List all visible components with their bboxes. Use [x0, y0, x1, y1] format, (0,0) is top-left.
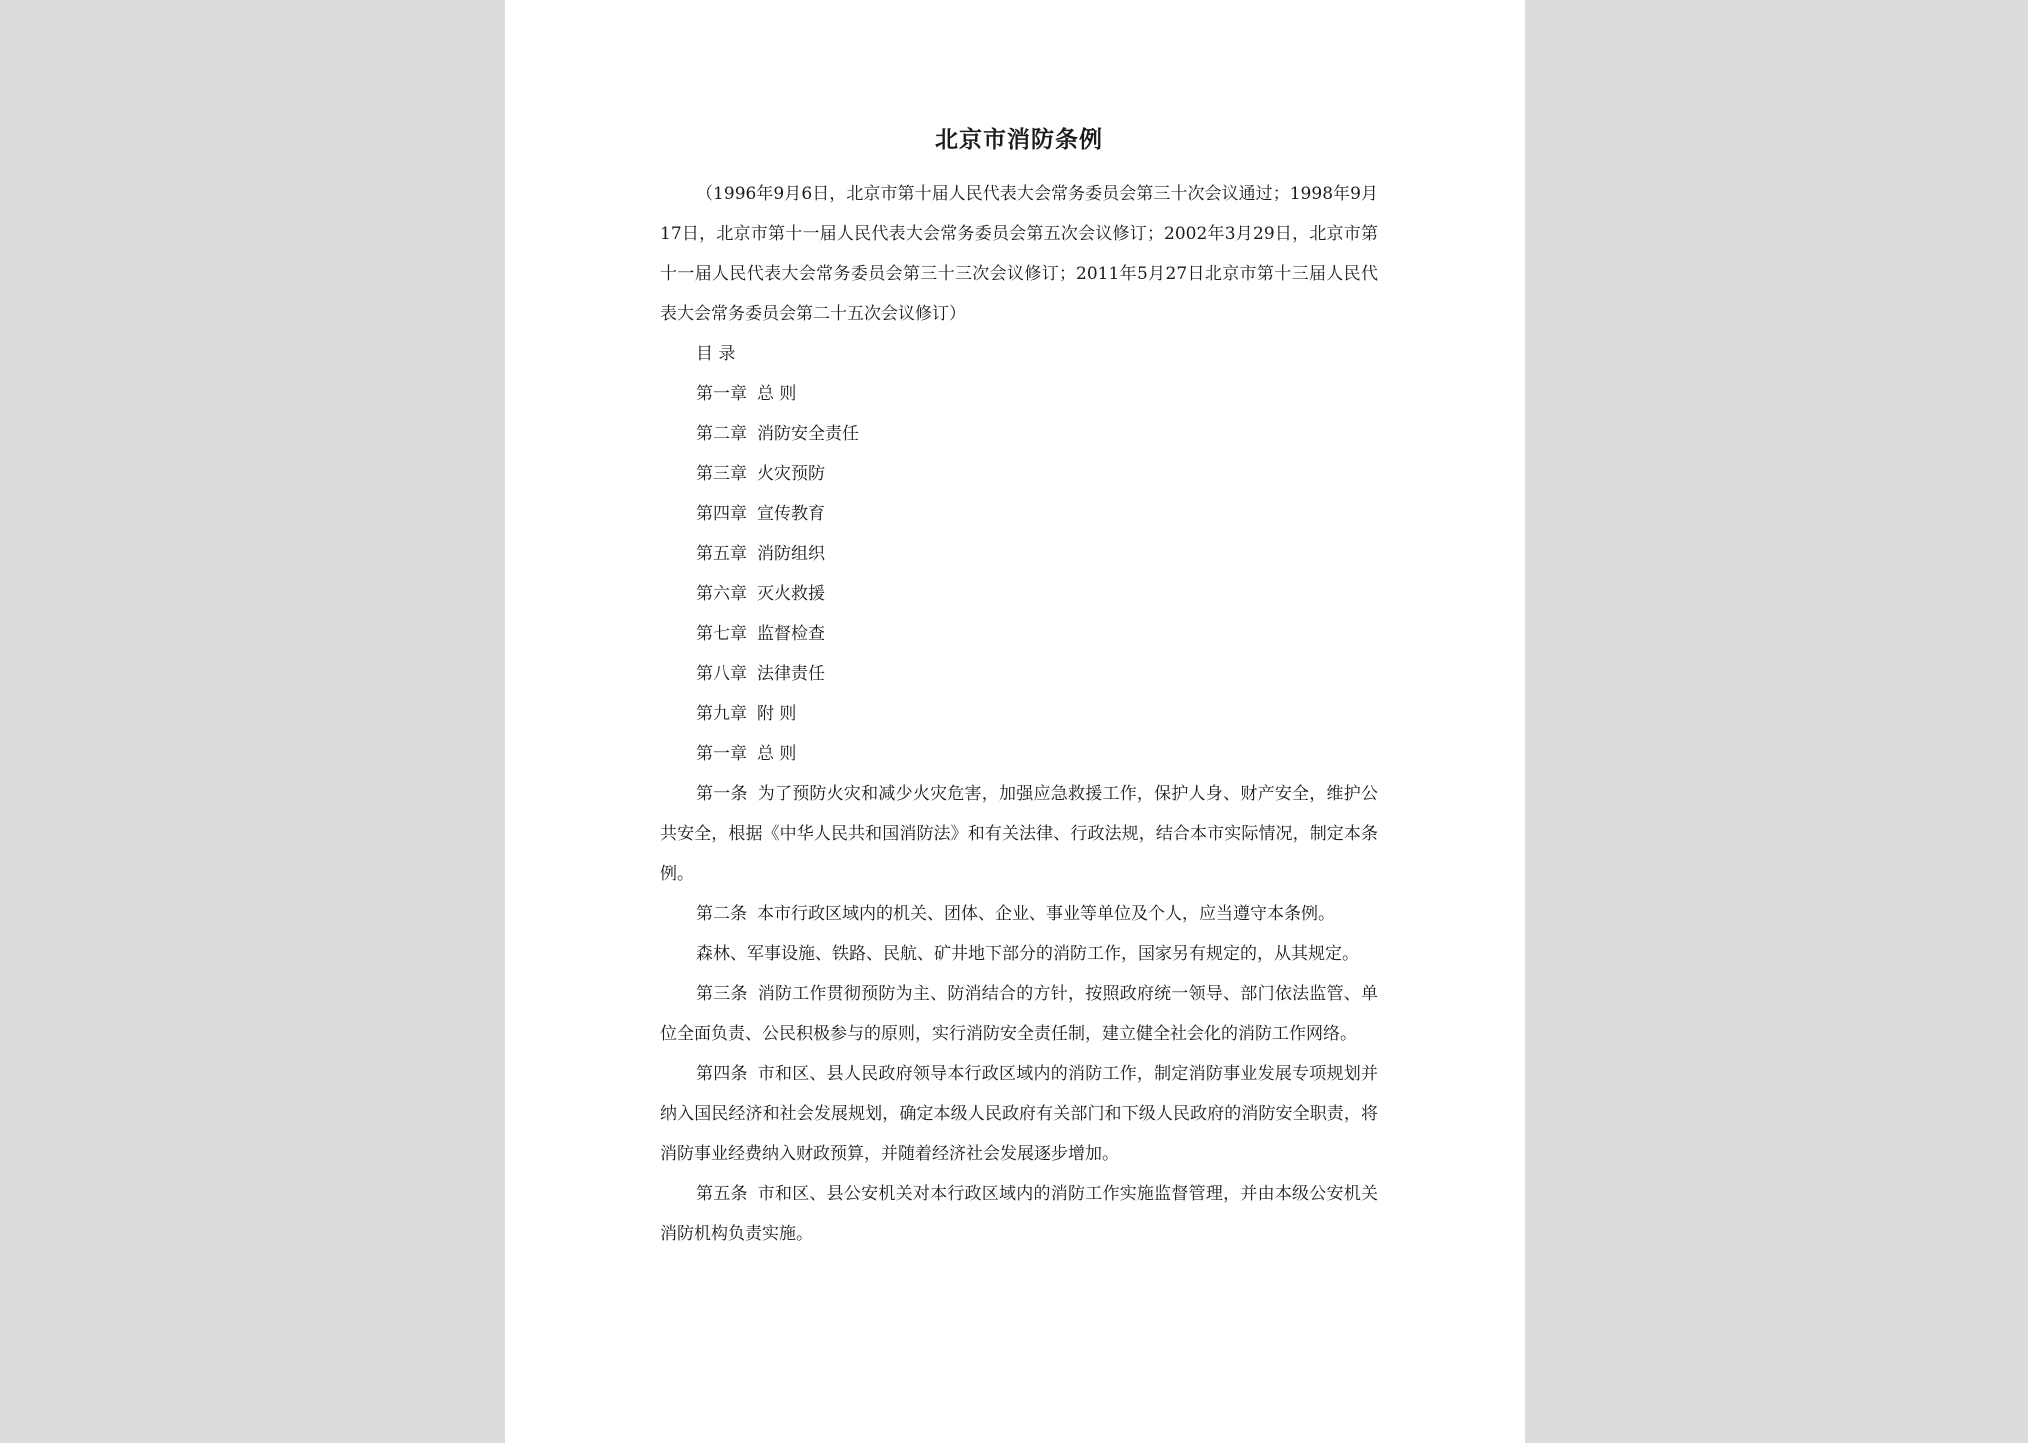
toc-item: [660, 574, 1378, 614]
chapter-heading: [660, 734, 1378, 774]
article-label: 第二条: [696, 904, 747, 924]
toc-item-text: 总 则: [757, 384, 797, 404]
article: [660, 894, 1378, 934]
chapter-label: 第一章: [696, 744, 747, 764]
article-text: 森林、军事设施、铁路、民航、矿井地下部分的消防工作，国家另有规定的，从其规定。: [696, 944, 1359, 964]
toc-item-text: 灭火救援: [757, 584, 825, 604]
toc-item: [660, 374, 1378, 414]
article-paragraph: [660, 934, 1378, 974]
toc-item: [660, 414, 1378, 454]
toc-item-label: 第一章: [696, 384, 747, 404]
document-page: [505, 0, 1525, 1443]
toc-item-text: 火灾预防: [757, 464, 825, 484]
article-label: 第五条: [696, 1184, 748, 1204]
toc-item-text: 法律责任: [757, 664, 825, 684]
page-content: [660, 120, 1378, 1254]
toc-item-label: 第三章: [696, 464, 747, 484]
toc-item-text: 消防组织: [757, 544, 825, 564]
toc-item: [660, 454, 1378, 494]
article-label: 第一条: [696, 784, 748, 804]
article-label: 第四条: [696, 1064, 748, 1084]
toc-item: [660, 494, 1378, 534]
toc-item-label: 第七章: [696, 624, 747, 644]
toc-item-label: 第四章: [696, 504, 747, 524]
toc-item-label: 第九章: [696, 704, 747, 724]
toc-item-label: 第八章: [696, 664, 747, 684]
article-text: 市和区、县人民政府领导本行政区域内的消防工作，制定消防事业发展专项规划并纳入国民经济和社会发展规划，确定本级人民政府有关部门和下级人民政府的消防安全职责，将消防事业经费纳入财政预算，并随着经济社会发展逐步增加。: [660, 1064, 1379, 1164]
toc-item: [660, 614, 1378, 654]
toc-item-text: 监督检查: [757, 624, 825, 644]
toc-item-label: 第五章: [696, 544, 747, 564]
toc-item-text: 附 则: [757, 704, 797, 724]
article-text: 本市行政区域内的机关、团体、企业、事业等单位及个人，应当遵守本条例。: [757, 904, 1335, 924]
article-text: 为了预防火灾和减少火灾危害，加强应急救援工作，保护人身、财产安全，维护公共安全，根据《中华人民共和国消防法》和有关法律、行政法规，结合本市实际情况，制定本条例。: [660, 784, 1379, 884]
toc-heading: 目 录: [696, 344, 736, 364]
toc-item-label: 第六章: [696, 584, 747, 604]
toc-item: [660, 694, 1378, 734]
articles: [660, 774, 1378, 1254]
toc-item: [660, 654, 1378, 694]
preamble: （1996年9月6日，北京市第十届人民代表大会常务委员会第三十次会议通过；1998年9月17日，北京市第十一届人民代表大会常务委员会第五次会议修订；2002年3月29日，北京市第十一届人民代表大会常务委员会第三十三次会议修订；2011年5月27日北京市第十三届人民代表大会常务委员会第二十五次会议修订）: [660, 184, 1378, 324]
article: [660, 1174, 1378, 1254]
toc-item-label: 第二章: [696, 424, 747, 444]
document-title: 北京市消防条例: [935, 126, 1103, 153]
table-of-contents: [660, 374, 1378, 734]
article: [660, 774, 1378, 894]
article: [660, 1054, 1378, 1174]
article: [660, 974, 1378, 1054]
chapter-title: 总 则: [757, 744, 797, 764]
article-label: 第三条: [696, 984, 748, 1004]
article-text: 消防工作贯彻预防为主、防消结合的方针，按照政府统一领导、部门依法监管、单位全面负责、公民积极参与的原则，实行消防安全责任制，建立健全社会化的消防工作网络。: [660, 984, 1379, 1044]
toc-item-text: 消防安全责任: [757, 424, 859, 444]
article-text: 市和区、县公安机关对本行政区域内的消防工作实施监督管理，并由本级公安机关消防机构负责实施。: [660, 1184, 1379, 1244]
toc-item: [660, 534, 1378, 574]
toc-item-text: 宣传教育: [757, 504, 825, 524]
